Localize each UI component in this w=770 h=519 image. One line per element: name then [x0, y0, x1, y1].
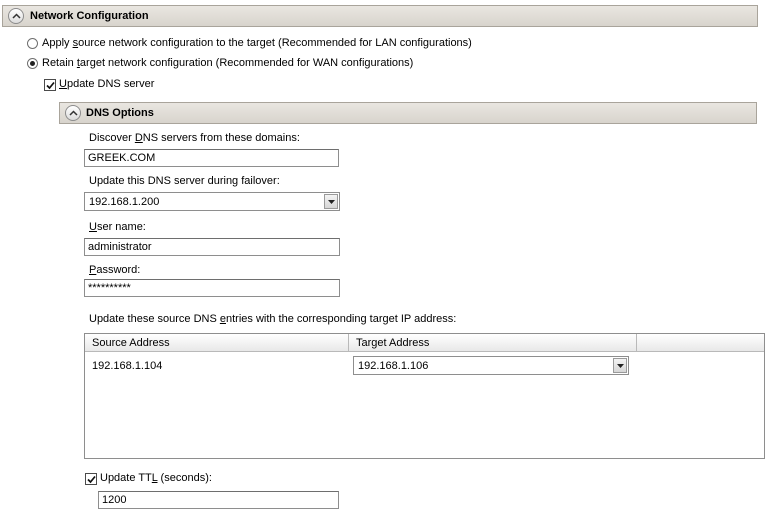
- password-label: Password:: [89, 264, 141, 276]
- update-dns-checkbox[interactable]: [44, 79, 56, 91]
- section-title: Network Configuration: [30, 10, 149, 22]
- target-address-value: 192.168.1.106: [358, 360, 429, 372]
- password-input[interactable]: **********: [84, 279, 340, 297]
- retain-target-radio[interactable]: [27, 58, 38, 69]
- retain-target-label[interactable]: Retain target network configuration (Recommended for WAN configurations): [42, 57, 414, 69]
- update-ttl-checkbox[interactable]: [85, 473, 97, 485]
- dns-entries-grid[interactable]: [84, 333, 765, 459]
- discover-domains-input[interactable]: GREEK.COM: [84, 149, 339, 167]
- column-header-target[interactable]: Target Address: [349, 334, 637, 352]
- chevron-down-icon[interactable]: [324, 194, 338, 209]
- apply-source-radio[interactable]: [27, 38, 38, 49]
- collapse-icon[interactable]: [8, 8, 24, 24]
- ttl-input[interactable]: 1200: [98, 491, 339, 509]
- discover-domains-label: Discover DNS servers from these domains:: [89, 132, 300, 144]
- table-row[interactable]: [85, 354, 764, 376]
- update-dns-label[interactable]: Update DNS server: [59, 78, 155, 90]
- collapse-icon[interactable]: [65, 105, 81, 121]
- dns-options-header: [59, 102, 757, 124]
- source-address-cell: 192.168.1.104: [92, 360, 163, 372]
- username-input[interactable]: administrator: [84, 238, 340, 256]
- dns-server-value: 192.168.1.200: [89, 196, 160, 208]
- column-header-empty: [637, 334, 764, 352]
- target-address-select[interactable]: [353, 356, 629, 375]
- update-ttl-label[interactable]: Update TTL (seconds):: [100, 472, 212, 484]
- update-server-label: Update this DNS server during failover:: [89, 175, 280, 187]
- dns-entries-label: Update these source DNS entries with the corresponding target IP address:: [89, 313, 457, 325]
- chevron-down-icon[interactable]: [613, 358, 627, 373]
- dns-server-select[interactable]: [84, 192, 340, 211]
- section-title: DNS Options: [86, 107, 154, 119]
- username-label: User name:: [89, 221, 146, 233]
- column-header-source[interactable]: Source Address: [85, 334, 349, 352]
- network-configuration-header: [2, 5, 758, 27]
- apply-source-label[interactable]: Apply source network configuration to the target (Recommended for LAN configurations): [42, 37, 472, 49]
